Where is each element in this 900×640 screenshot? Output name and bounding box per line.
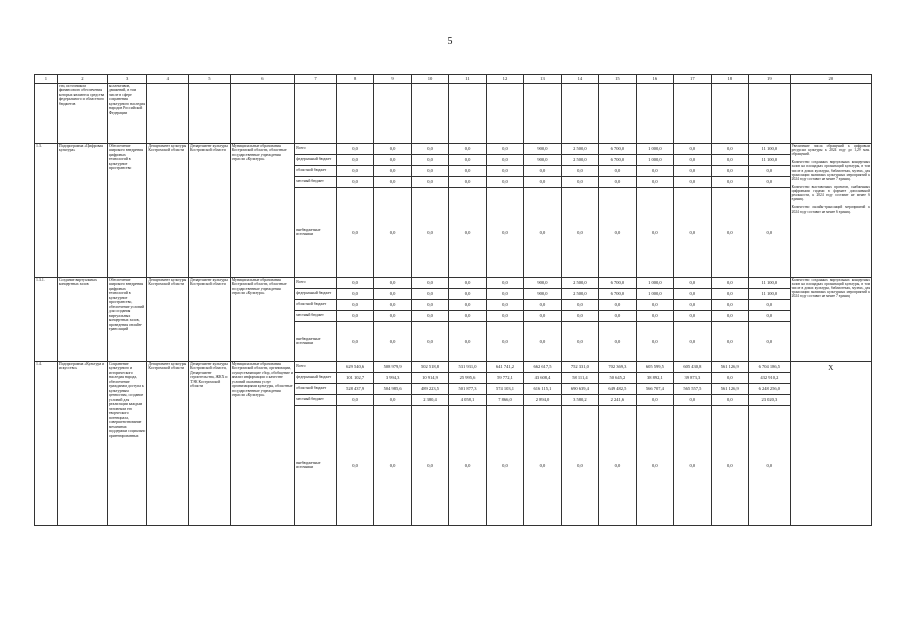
amount-cell: 0,0 bbox=[486, 143, 523, 154]
amount-cell: 0,0 bbox=[636, 321, 673, 361]
amount-cell: 0,0 bbox=[711, 187, 748, 277]
amount-cell: 0,0 bbox=[524, 176, 561, 187]
amount-cell: 6 700,0 bbox=[599, 154, 636, 165]
amount-cell: 0,0 bbox=[524, 321, 561, 361]
column-number-14: 14 bbox=[561, 75, 598, 84]
column-number-12: 12 bbox=[486, 75, 523, 84]
column-number-16: 16 bbox=[636, 75, 673, 84]
amount-cell: 0,0 bbox=[449, 165, 486, 176]
amount-cell: 0,0 bbox=[711, 299, 748, 310]
column-number-15: 15 bbox=[599, 75, 636, 84]
amount-cell: 0,0 bbox=[486, 187, 523, 277]
amount-cell: 0,0 bbox=[524, 405, 561, 525]
amount-cell: 0,0 bbox=[524, 310, 561, 321]
column-number-20: 20 bbox=[790, 75, 871, 84]
column-number-4: 4 bbox=[147, 75, 189, 84]
column-number-13: 13 bbox=[524, 75, 561, 84]
amount-cell: 39 873,3 bbox=[674, 372, 711, 383]
amount-cell: 0,0 bbox=[561, 310, 598, 321]
column-number-1: 1 bbox=[35, 75, 58, 84]
amount-cell: 0,0 bbox=[674, 321, 711, 361]
amount-cell: 4 058,1 bbox=[449, 394, 486, 405]
section-1-row-1 bbox=[35, 143, 872, 154]
amount-cell: 489 223,5 bbox=[411, 383, 448, 394]
amount-cell: 0,0 bbox=[449, 176, 486, 187]
amount-cell: 0,0 bbox=[411, 143, 448, 154]
amount-cell: 900,0 bbox=[524, 143, 561, 154]
column-number-6: 6 bbox=[230, 75, 295, 84]
amount-cell: 2 500,0 bbox=[561, 143, 598, 154]
amount-cell: 0,0 bbox=[449, 288, 486, 299]
amount-cell: 616 115,1 bbox=[524, 383, 561, 394]
amount-cell: 1 000,0 bbox=[636, 154, 673, 165]
amount-cell: 0,0 bbox=[524, 299, 561, 310]
funding-source: Всего bbox=[295, 277, 337, 288]
amount-cell: 0,0 bbox=[749, 321, 791, 361]
funding-source: местный бюджет bbox=[295, 310, 337, 321]
amount-cell: 3 994,3 bbox=[374, 372, 411, 383]
amount-cell: 2 894,0 bbox=[524, 394, 561, 405]
amount-cell: 0,0 bbox=[486, 299, 523, 310]
amount-cell: 900,0 bbox=[524, 288, 561, 299]
amount-cell: 0,0 bbox=[711, 165, 748, 176]
column-number-18: 18 bbox=[711, 75, 748, 84]
funding-source: местный бюджет bbox=[295, 176, 337, 187]
amount-cell: 0,0 bbox=[336, 154, 373, 165]
amount-cell: 0,0 bbox=[599, 187, 636, 277]
carryover-col3: коллективов, движений, в том числе в сфере сохранения культурного наследия народов Российской Федерации bbox=[107, 83, 147, 143]
amount-cell: 605 599,5 bbox=[636, 361, 673, 372]
item-participants: Муниципальные образования Костромской области, областные государственные учреждения отрасли «Культура» bbox=[230, 277, 295, 361]
amount-cell: 6 700,0 bbox=[599, 277, 636, 288]
amount-cell: 0,0 bbox=[486, 277, 523, 288]
amount-cell: 0,0 bbox=[411, 154, 448, 165]
amount-cell: 0,0 bbox=[524, 165, 561, 176]
amount-cell: 0,0 bbox=[411, 321, 448, 361]
amount-cell: 0,0 bbox=[374, 277, 411, 288]
amount-cell: 0,0 bbox=[674, 310, 711, 321]
amount-cell: 900,0 bbox=[524, 154, 561, 165]
amount-cell: 0,0 bbox=[674, 288, 711, 299]
amount-cell: 2 500,0 bbox=[561, 288, 598, 299]
column-number-header-row bbox=[35, 75, 872, 84]
amount-cell: 752 331,0 bbox=[561, 361, 598, 372]
amount-cell: 0,0 bbox=[486, 176, 523, 187]
amount-cell: 0,0 bbox=[336, 165, 373, 176]
amount-cell: 0,0 bbox=[336, 310, 373, 321]
amount-cell: 0,0 bbox=[486, 405, 523, 525]
item-participants: Муниципальные образования Костромской области, областные государственные учреждения отрасли «Культура» bbox=[230, 143, 295, 277]
amount-cell: 0,0 bbox=[599, 321, 636, 361]
amount-cell: 528 437,9 bbox=[336, 383, 373, 394]
amount-cell: 2 500,0 bbox=[561, 277, 598, 288]
amount-cell: 0,0 bbox=[411, 176, 448, 187]
amount-cell: 0,0 bbox=[636, 310, 673, 321]
item-number: 1.4. bbox=[35, 361, 58, 525]
amount-cell: 0,0 bbox=[411, 299, 448, 310]
amount-cell: 0,0 bbox=[636, 176, 673, 187]
amount-cell: 6 248 256,0 bbox=[749, 383, 791, 394]
carryover-col2: сти, источником финансового обеспечения которых являются средства федерального и областного бюджетов bbox=[57, 83, 107, 143]
amount-cell: 0,0 bbox=[561, 187, 598, 277]
amount-cell: 0,0 bbox=[561, 299, 598, 310]
result-item: Количество выставочных проектов, снабженных цифровыми гидами в формате дополненной реальности, к 2024 году составит не менее 6 единиц. bbox=[791, 184, 870, 202]
amount-cell: 0,0 bbox=[636, 394, 673, 405]
amount-cell: 0,0 bbox=[336, 187, 373, 277]
amount-cell: 0,0 bbox=[336, 299, 373, 310]
item-executor: Департамент культуры Костромской области bbox=[189, 277, 231, 361]
item-ministry: Департамент культуры Костромской области bbox=[147, 277, 189, 361]
amount-cell: 0,0 bbox=[674, 299, 711, 310]
amount-cell: 0,0 bbox=[449, 154, 486, 165]
amount-cell: 0,0 bbox=[711, 372, 748, 383]
section-3-row-1 bbox=[35, 361, 872, 372]
amount-cell: 1 000,0 bbox=[636, 277, 673, 288]
amount-cell: 0,0 bbox=[711, 310, 748, 321]
amount-cell: 11 100,0 bbox=[749, 154, 791, 165]
amount-cell: 0,0 bbox=[599, 299, 636, 310]
amount-cell: 11 100,0 bbox=[749, 143, 791, 154]
amount-cell: 0,0 bbox=[711, 394, 748, 405]
amount-cell: 0,0 bbox=[711, 176, 748, 187]
amount-cell: 508 979,9 bbox=[374, 361, 411, 372]
amount-cell: 7 866,0 bbox=[486, 394, 523, 405]
amount-cell: 641 741,2 bbox=[486, 361, 523, 372]
amount-cell: 10 914,9 bbox=[411, 372, 448, 383]
amount-cell: 0,0 bbox=[561, 321, 598, 361]
amount-cell: 6 704 186,5 bbox=[749, 361, 791, 372]
amount-cell: 504 985,6 bbox=[374, 383, 411, 394]
column-number-5: 5 bbox=[189, 75, 231, 84]
amount-cell: 0,0 bbox=[599, 176, 636, 187]
funding-source: областной бюджет bbox=[295, 383, 337, 394]
amount-cell: 0,0 bbox=[374, 299, 411, 310]
amount-cell: 561 126,9 bbox=[711, 383, 748, 394]
amount-cell: 900,0 bbox=[524, 277, 561, 288]
amount-cell: 0,0 bbox=[374, 288, 411, 299]
amount-cell: 6 700,0 bbox=[599, 143, 636, 154]
amount-cell: 0,0 bbox=[711, 288, 748, 299]
amount-cell: 0,0 bbox=[749, 299, 791, 310]
amount-cell: 0,0 bbox=[486, 321, 523, 361]
funding-source: внебюджетные источники bbox=[295, 405, 337, 525]
amount-cell: 0,0 bbox=[486, 310, 523, 321]
amount-cell: 1 000,0 bbox=[636, 288, 673, 299]
amount-cell: 0,0 bbox=[374, 187, 411, 277]
amount-cell: 0,0 bbox=[449, 299, 486, 310]
amount-cell: 0,0 bbox=[336, 321, 373, 361]
item-name: Подпрограмма «Цифровая культура» bbox=[57, 143, 107, 277]
amount-cell: 0,0 bbox=[524, 187, 561, 277]
item-executor: Департамент культуры Костромской области bbox=[189, 143, 231, 277]
amount-cell: 0,0 bbox=[749, 405, 791, 525]
amount-cell: 11 100,0 bbox=[749, 288, 791, 299]
item-goal: Обеспечение широкого внедрения цифровых технологий в культурное пространство bbox=[107, 143, 147, 277]
amount-cell: 0,0 bbox=[411, 288, 448, 299]
expected-results bbox=[790, 143, 871, 277]
column-number-17: 17 bbox=[674, 75, 711, 84]
amount-cell: 502 518,8 bbox=[411, 361, 448, 372]
amount-cell: 38 892,1 bbox=[636, 372, 673, 383]
amount-cell: 0,0 bbox=[411, 187, 448, 277]
amount-cell: 0,0 bbox=[636, 187, 673, 277]
amount-cell: 11 100,0 bbox=[749, 277, 791, 288]
amount-cell: 566 707,4 bbox=[636, 383, 673, 394]
result-item: Количество созданных виртуальных концертных залов на площадках организаций культуры, в том числе в домах культуры, библиотеках, музеях, для трансляции значимых культурных мероприятий к 2024 году составит не менее 7 единиц bbox=[791, 277, 870, 299]
financing-table bbox=[34, 74, 872, 526]
amount-cell: 0,0 bbox=[374, 176, 411, 187]
amount-cell: 501 877,3 bbox=[449, 383, 486, 394]
amount-cell: 0,0 bbox=[636, 299, 673, 310]
amount-cell: 0,0 bbox=[336, 143, 373, 154]
amount-cell: 0,0 bbox=[449, 143, 486, 154]
amount-cell: 0,0 bbox=[486, 165, 523, 176]
amount-cell: 0,0 bbox=[674, 405, 711, 525]
column-number-3: 3 bbox=[107, 75, 147, 84]
amount-cell: 0,0 bbox=[711, 405, 748, 525]
funding-source: федеральный бюджет bbox=[295, 288, 337, 299]
funding-source: внебюджетные источники bbox=[295, 321, 337, 361]
amount-cell: 0,0 bbox=[561, 165, 598, 176]
amount-cell: 0,0 bbox=[749, 176, 791, 187]
column-number-19: 19 bbox=[749, 75, 791, 84]
funding-source: Всего bbox=[295, 143, 337, 154]
amount-cell: 561 126,9 bbox=[711, 361, 748, 372]
amount-cell: 0,0 bbox=[374, 394, 411, 405]
amount-cell: 0,0 bbox=[449, 277, 486, 288]
amount-cell: 0,0 bbox=[711, 277, 748, 288]
amount-cell: 0,0 bbox=[674, 277, 711, 288]
column-number-9: 9 bbox=[374, 75, 411, 84]
funding-source: внебюджетные источники bbox=[295, 187, 337, 277]
amount-cell: 0,0 bbox=[336, 176, 373, 187]
amount-cell: 0,0 bbox=[711, 154, 748, 165]
column-number-8: 8 bbox=[336, 75, 373, 84]
amount-cell: 58 111,4 bbox=[561, 372, 598, 383]
amount-cell: 662 617,5 bbox=[524, 361, 561, 372]
amount-cell: 59 772,1 bbox=[486, 372, 523, 383]
amount-cell: 531 931,0 bbox=[449, 361, 486, 372]
amount-cell: 3 580,2 bbox=[561, 394, 598, 405]
column-number-10: 10 bbox=[411, 75, 448, 84]
funding-source: Всего bbox=[295, 361, 337, 372]
amount-cell: 0,0 bbox=[749, 165, 791, 176]
amount-cell: 0,0 bbox=[749, 310, 791, 321]
amount-cell: 690 639,4 bbox=[561, 383, 598, 394]
column-number-11: 11 bbox=[449, 75, 486, 84]
amount-cell: 574 103,1 bbox=[486, 383, 523, 394]
result-item: Увеличение числа обращений к цифровым ресурсам культуры к 2024 году до 1,29 млн. обращений. bbox=[791, 143, 870, 157]
amount-cell: 565 557,5 bbox=[674, 383, 711, 394]
funding-source: федеральный бюджет bbox=[295, 372, 337, 383]
amount-cell: 0,0 bbox=[411, 405, 448, 525]
amount-cell: 0,0 bbox=[336, 288, 373, 299]
item-executor: Департамент культуры Костромской области, Департамент строительства, ЖКХ и ТЭК Костромской области bbox=[189, 361, 231, 525]
section-2-row-1 bbox=[35, 277, 872, 288]
page-number: 5 bbox=[447, 36, 453, 47]
amount-cell: 0,0 bbox=[336, 394, 373, 405]
item-participants: Муниципальные образования Костромской области, организации, осуществляющие сбор, обобщение и анализ информации о качестве условий оказания услуг организациями культуры, областные государственные учреждения отрасли «Культура» bbox=[230, 361, 295, 525]
amount-cell: 101 102,7 bbox=[336, 372, 373, 383]
amount-cell: 0,0 bbox=[449, 310, 486, 321]
item-number: 1.3.1. bbox=[35, 277, 58, 361]
amount-cell: 25 995,6 bbox=[449, 372, 486, 383]
result-item: Количество созданных виртуальных концертных залов на площадках организаций культуры, в том числе в домах культуры, библиотеках, музеях, для трансляции значимых культурных мероприятий к 2024 году составит не менее 7 единиц. bbox=[791, 160, 870, 181]
item-ministry: Департамент культуры Костромской области bbox=[147, 361, 189, 525]
amount-cell: 50 645,2 bbox=[599, 372, 636, 383]
amount-cell: 0,0 bbox=[636, 165, 673, 176]
amount-cell: 2 380,4 bbox=[411, 394, 448, 405]
amount-cell: 0,0 bbox=[486, 288, 523, 299]
amount-cell: 0,0 bbox=[599, 405, 636, 525]
amount-cell: 0,0 bbox=[449, 187, 486, 277]
item-goal: Обеспечение широкого внедрения цифровых технологий в культурное пространство, обеспечение условий для создания виртуальных концертных залов, проведения онлайн-трансляций bbox=[107, 277, 147, 361]
amount-cell: 432 910,2 bbox=[749, 372, 791, 383]
amount-cell: 0,0 bbox=[711, 321, 748, 361]
amount-cell: 0,0 bbox=[674, 176, 711, 187]
funding-source: местный бюджет bbox=[295, 394, 337, 405]
amount-cell: 0,0 bbox=[561, 405, 598, 525]
amount-cell: 0,0 bbox=[599, 310, 636, 321]
amount-cell: 0,0 bbox=[374, 321, 411, 361]
item-name: Создание виртуальных концертных залов bbox=[57, 277, 107, 361]
amount-cell: 0,0 bbox=[374, 310, 411, 321]
amount-cell: 0,0 bbox=[486, 154, 523, 165]
amount-cell: 0,0 bbox=[336, 277, 373, 288]
amount-cell: 0,0 bbox=[599, 165, 636, 176]
amount-cell: 1 000,0 bbox=[636, 143, 673, 154]
amount-cell: 0,0 bbox=[674, 394, 711, 405]
item-goal: Сохранение культурного и исторического наследия народа, обеспечение гражданам доступа к культурным ценностям, создание условий для реализации каждым человеком его творческого потенциала, совершенствование механизма поддержки социально ориентированных bbox=[107, 361, 147, 525]
amount-cell: 0,0 bbox=[336, 405, 373, 525]
amount-cell: 0,0 bbox=[674, 187, 711, 277]
amount-cell: 0,0 bbox=[674, 165, 711, 176]
result-item: Количество онлайн-трансляций мероприятий к 2024 году составит не менее 6 единиц. bbox=[791, 205, 870, 214]
amount-cell: 2 500,0 bbox=[561, 154, 598, 165]
amount-cell: 0,0 bbox=[411, 310, 448, 321]
carryover-col1 bbox=[35, 83, 58, 143]
column-number-7: 7 bbox=[295, 75, 337, 84]
amount-cell: 6 700,0 bbox=[599, 288, 636, 299]
expected-results bbox=[790, 361, 871, 525]
funding-source: областной бюджет bbox=[295, 299, 337, 310]
expected-results bbox=[790, 277, 871, 361]
amount-cell: 23 020,3 bbox=[749, 394, 791, 405]
amount-cell: 0,0 bbox=[561, 176, 598, 187]
amount-cell: 0,0 bbox=[749, 187, 791, 277]
carryover-row bbox=[35, 83, 872, 143]
amount-cell: 629 540,6 bbox=[336, 361, 373, 372]
amount-cell: 0,0 bbox=[674, 154, 711, 165]
amount-cell: 0,0 bbox=[374, 143, 411, 154]
item-name: Подпрограмма «Культура и искусство» bbox=[57, 361, 107, 525]
amount-cell: 0,0 bbox=[449, 405, 486, 525]
column-number-2: 2 bbox=[57, 75, 107, 84]
amount-cell: 0,0 bbox=[636, 405, 673, 525]
amount-cell: 43 608,4 bbox=[524, 372, 561, 383]
amount-cell: 2 241,6 bbox=[599, 394, 636, 405]
amount-cell: 0,0 bbox=[711, 143, 748, 154]
funding-source: областной бюджет bbox=[295, 165, 337, 176]
amount-cell: 0,0 bbox=[449, 321, 486, 361]
amount-cell: 0,0 bbox=[374, 405, 411, 525]
item-number: 1.3. bbox=[35, 143, 58, 277]
amount-cell: 0,0 bbox=[674, 143, 711, 154]
amount-cell: 0,0 bbox=[411, 277, 448, 288]
funding-source: федеральный бюджет bbox=[295, 154, 337, 165]
amount-cell: 702 369,3 bbox=[599, 361, 636, 372]
results-mark: X bbox=[828, 363, 834, 372]
amount-cell: 605 430,8 bbox=[674, 361, 711, 372]
amount-cell: 0,0 bbox=[374, 154, 411, 165]
amount-cell: 0,0 bbox=[411, 165, 448, 176]
amount-cell: 0,0 bbox=[374, 165, 411, 176]
item-ministry: Департамент культуры Костромской области bbox=[147, 143, 189, 277]
amount-cell: 649 482,5 bbox=[599, 383, 636, 394]
